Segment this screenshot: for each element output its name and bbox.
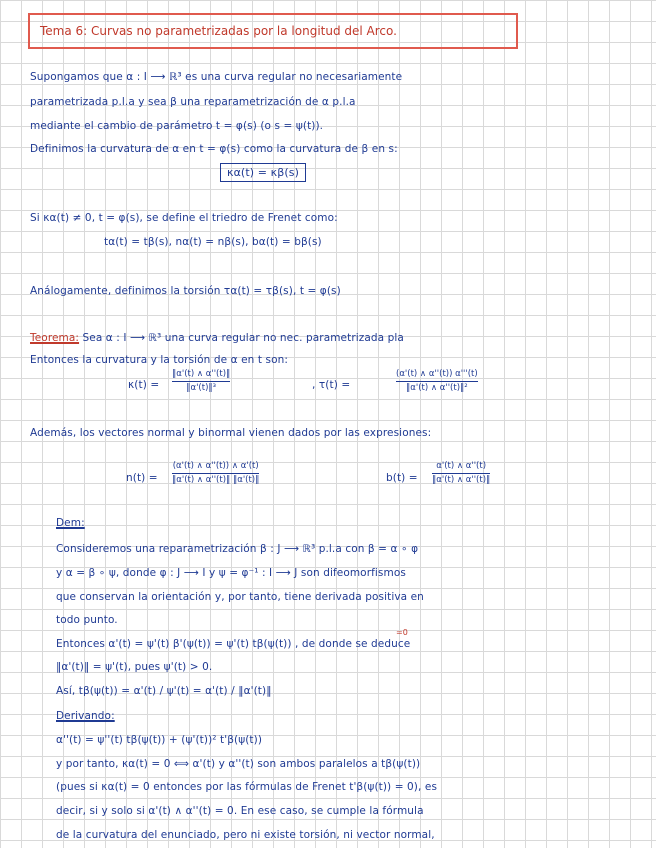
kappa-lhs: κ(t) = — [128, 379, 160, 391]
binormal-lhs: b(t) = — [386, 472, 418, 484]
intro-line-2: parametrizada p.l.a y sea β una reparametrización de α p.l.a — [30, 96, 356, 108]
fraction-bar — [172, 381, 230, 382]
tau-fraction — [396, 369, 478, 394]
tau-numerator: (α'(t) ∧ α''(t)) α'''(t) — [396, 369, 478, 379]
frenet-formula: tα(t) = tβ(s), nα(t) = nβ(s), bα(t) = bβ(s) — [104, 236, 322, 248]
proof-line-9: α''(t) = ψ''(t) tβ(ψ(t)) + (ψ'(t))² t'β(ψ(t)) — [56, 734, 263, 746]
intro-line-4: Definimos la curvatura de α en t = φ(s) como la curvatura de β en s: — [30, 143, 398, 155]
page-title — [28, 13, 518, 49]
theorem-line-2: Entonces la curvatura y la torsión de α en t son: — [30, 354, 288, 366]
binormal-denominator: ‖α'(t) ∧ α''(t)‖ — [432, 475, 491, 485]
proof-line-2: y α = β ∘ ψ, donde φ : J ⟶ I y ψ = φ⁻¹ : I ⟶ J son difeomorfismos — [56, 567, 406, 579]
proof-line-10: y por tanto, κα(t) = 0 ⟺ α'(t) y α''(t) son ambos paralelos a tβ(ψ(t)) — [56, 758, 421, 770]
proof-label: Dem: — [56, 517, 85, 529]
theorem-label: Teorema: — [30, 332, 80, 344]
proof-line-7: Así, tβ(ψ(t)) = α'(t) / ψ'(t) = α'(t) / ‖α'(t)‖ — [56, 685, 272, 697]
proof-line-4: todo punto. — [56, 614, 118, 626]
tau-lhs: , τ(t) = — [312, 379, 351, 391]
fraction-bar — [172, 473, 259, 474]
equation-annotation: =0 — [396, 628, 408, 637]
normal-denominator: ‖α'(t) ∧ α''(t)‖ ‖α'(t)‖ — [172, 475, 260, 485]
proof-line-5: Entonces α'(t) = ψ'(t) β'(ψ(t)) = ψ'(t) tβ(ψ(t)) , de donde se deduce — [56, 638, 411, 650]
title-text: Tema 6: Curvas no parametrizadas por la longitud del Arco. — [40, 24, 397, 38]
kappa-numerator: ‖α'(t) ∧ α''(t)‖ — [172, 369, 231, 379]
curvature-definition-box: κα(t) = κβ(s) — [220, 163, 306, 182]
fraction-bar — [432, 473, 490, 474]
proof-line-12: decir, si y solo si α'(t) ∧ α''(t) = 0. En ese caso, se cumple la fórmula — [56, 805, 424, 817]
proof-line-8: Derivando: — [56, 710, 115, 722]
normal-fraction — [172, 461, 259, 486]
binormal-numerator: α'(t) ∧ α''(t) — [436, 461, 487, 471]
proof-line-3: que conservan la orientación y, por tanto, tiene derivada positiva en — [56, 591, 424, 603]
normal-lhs: n(t) = — [126, 472, 158, 484]
frenet-intro: Si κα(t) ≠ 0, t = φ(s), se define el triedro de Frenet como: — [30, 212, 338, 224]
proof-line-13: de la curvatura del enunciado, pero ni existe torsión, ni vector normal, — [56, 829, 435, 841]
vectors-intro: Además, los vectores normal y binormal vienen dados por las expresiones: — [30, 427, 432, 439]
kappa-fraction — [172, 369, 230, 394]
theorem-text-1: Sea α : I ⟶ ℝ³ una curva regular no nec. parametrizada pla — [79, 332, 404, 344]
proof-line-6: ‖α'(t)‖ = ψ'(t), pues ψ'(t) > 0. — [56, 661, 213, 673]
proof-line-1: Consideremos una reparametrización β : J ⟶ ℝ³ p.l.a con β = α ∘ φ — [56, 543, 419, 555]
normal-numerator: (α'(t) ∧ α''(t)) ∧ α'(t) — [172, 461, 259, 471]
torsion-definition: Análogamente, definimos la torsión τα(t) = τβ(s), t = φ(s) — [30, 285, 341, 297]
fraction-bar — [396, 381, 478, 382]
binormal-fraction — [432, 461, 490, 486]
tau-denominator: ‖α'(t) ∧ α''(t)‖² — [406, 383, 468, 393]
proof-line-11: (pues si κα(t) = 0 entonces por las fórmulas de Frenet t'β(ψ(t)) = 0), es — [56, 781, 438, 793]
kappa-denominator: ‖α'(t)‖³ — [186, 383, 217, 393]
intro-line-1: Supongamos que α : I ⟶ ℝ³ es una curva regular no necesariamente — [30, 71, 403, 83]
intro-line-3: mediante el cambio de parámetro t = φ(s) (o s = ψ(t)). — [30, 120, 324, 132]
theorem-line-1 — [30, 332, 404, 345]
